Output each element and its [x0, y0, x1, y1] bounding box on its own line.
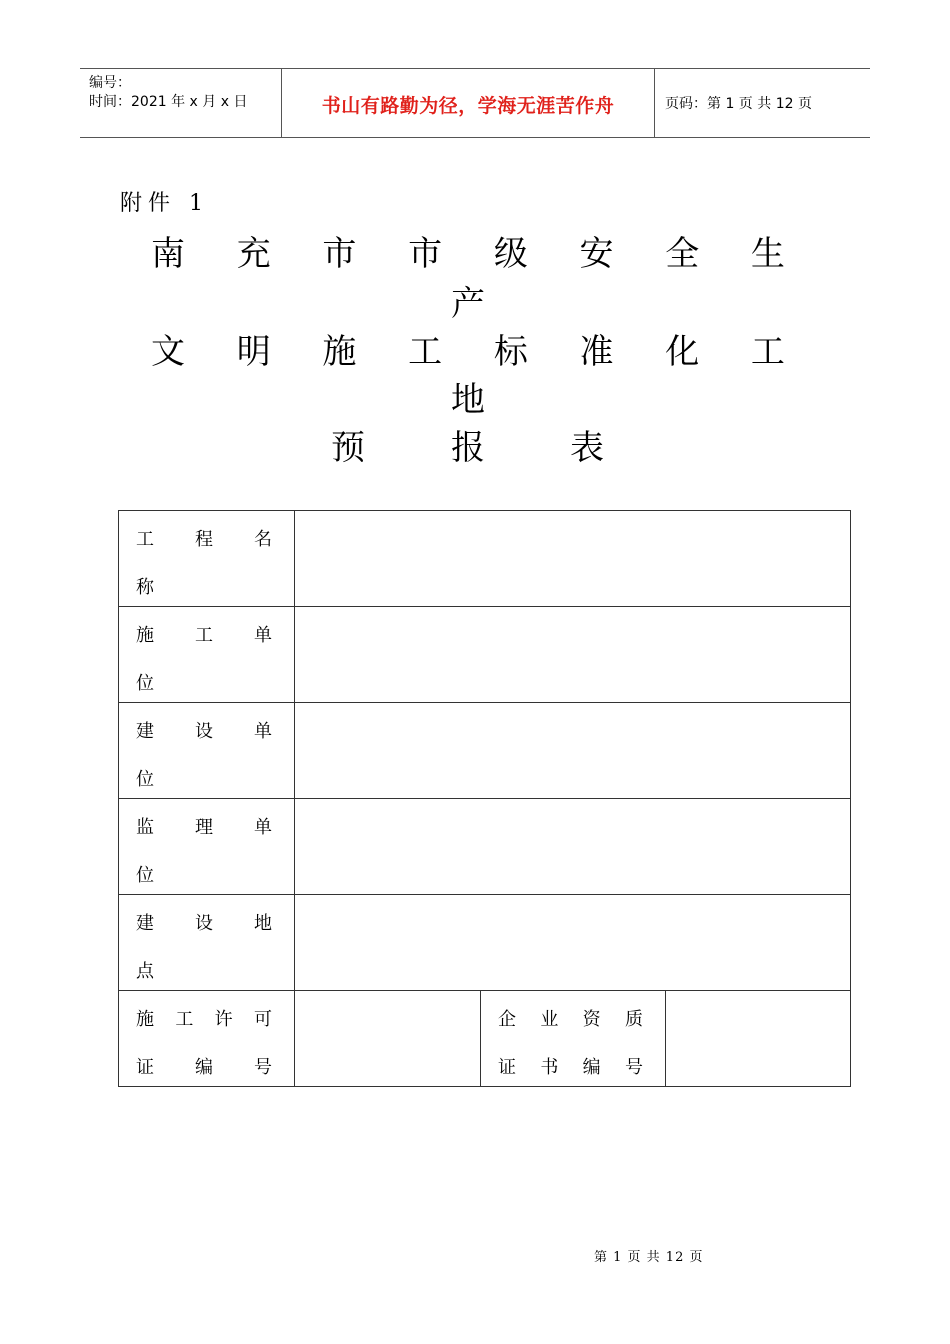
- supervision-unit-field[interactable]: [295, 799, 851, 895]
- label-char: 单: [254, 625, 272, 646]
- table-row: [119, 703, 851, 799]
- label-char: 施: [136, 625, 154, 646]
- title-char: 全: [665, 234, 700, 274]
- table-row: [119, 799, 851, 895]
- label-char: 证: [498, 1057, 516, 1078]
- title-char: 市: [322, 234, 357, 274]
- title-char: 施: [322, 332, 357, 372]
- motto-text: 书山有路勤为径，学海无涯苦作舟: [321, 94, 615, 117]
- label-char: 工: [136, 529, 154, 550]
- title-char: 明: [236, 332, 271, 372]
- label-char: 地: [254, 913, 272, 934]
- label-char: 企: [498, 1009, 516, 1030]
- label-char: 业: [540, 1009, 559, 1030]
- table-row: [119, 991, 851, 1087]
- title-char: 级: [493, 234, 528, 274]
- title-char: 文: [151, 332, 185, 372]
- title-char: 化: [665, 332, 700, 372]
- developer-unit-label: [119, 703, 295, 799]
- label-char: 资: [582, 1009, 601, 1030]
- label-char: 位: [136, 865, 154, 886]
- label-char: 号: [624, 1057, 643, 1078]
- label-char: 称: [136, 577, 154, 598]
- label-char: 点: [136, 961, 154, 982]
- header-page-cell: [655, 69, 870, 137]
- attachment-label: 附件 1: [120, 191, 209, 216]
- table-row: [119, 511, 851, 607]
- title-char: 生: [750, 234, 785, 274]
- project-name-field[interactable]: [295, 511, 851, 607]
- label-char: 理: [195, 817, 213, 838]
- developer-unit-field[interactable]: [295, 703, 851, 799]
- title-char: 表: [570, 428, 604, 468]
- label-char: 证: [136, 1057, 154, 1078]
- document-number-label: 编号：: [89, 75, 131, 91]
- permit-number-field[interactable]: [295, 991, 481, 1087]
- title-char: 南: [151, 234, 185, 274]
- title-line-1-tail: 产: [451, 284, 485, 324]
- construction-unit-field[interactable]: [295, 607, 851, 703]
- page-footer: 第 1 页 共 12 页: [594, 1250, 704, 1265]
- label-char: 名: [254, 529, 272, 550]
- title-char: 市: [408, 234, 443, 274]
- table-row: [119, 607, 851, 703]
- title-char: 工: [750, 332, 785, 372]
- label-char: 书: [540, 1057, 559, 1078]
- label-char: 号: [254, 1057, 272, 1078]
- construction-unit-label: [119, 607, 295, 703]
- permit-number-label: [119, 991, 295, 1087]
- label-char: 监: [136, 817, 154, 838]
- label-char: 施: [136, 1009, 154, 1030]
- title-char: 安: [579, 234, 614, 274]
- label-char: 编: [582, 1057, 601, 1078]
- title-line-2-tail: 地: [451, 380, 485, 420]
- title-char: 预: [331, 428, 365, 468]
- label-char: 许: [214, 1009, 233, 1030]
- qualification-number-field[interactable]: [666, 991, 851, 1087]
- label-char: 质: [624, 1009, 643, 1030]
- site-location-field[interactable]: [295, 895, 851, 991]
- title-char: 工: [408, 332, 443, 372]
- label-char: 设: [195, 913, 213, 934]
- label-char: 建: [136, 721, 154, 742]
- title-line-1: [128, 226, 808, 275]
- supervision-unit-label: [119, 799, 295, 895]
- document-time-label: 时间：2021 年 x 月 x 日: [89, 94, 248, 110]
- label-char: 位: [136, 769, 154, 790]
- page-info-text: 页码：第 1 页 共 12 页: [665, 96, 812, 112]
- label-char: 建: [136, 913, 154, 934]
- label-char: 编: [195, 1057, 213, 1078]
- table-row: [119, 895, 851, 991]
- title-char: 标: [493, 332, 528, 372]
- title-char: 充: [236, 234, 271, 274]
- header-meta-cell: [80, 69, 282, 137]
- label-char: 可: [253, 1009, 272, 1030]
- label-char: 程: [195, 529, 213, 550]
- label-char: 工: [175, 1009, 194, 1030]
- title-line-2: [128, 324, 808, 373]
- title-char: 准: [579, 332, 614, 372]
- header-motto-cell: [282, 69, 655, 137]
- label-char: 单: [254, 817, 272, 838]
- report-form-table: [118, 510, 851, 1087]
- label-char: 设: [195, 721, 213, 742]
- document-header: [80, 68, 870, 138]
- project-name-label: [119, 511, 295, 607]
- label-char: 单: [254, 721, 272, 742]
- title-char: 报: [451, 428, 485, 468]
- site-location-label: [119, 895, 295, 991]
- label-char: 位: [136, 673, 154, 694]
- label-char: 工: [195, 625, 213, 646]
- qualification-number-label: [481, 991, 666, 1087]
